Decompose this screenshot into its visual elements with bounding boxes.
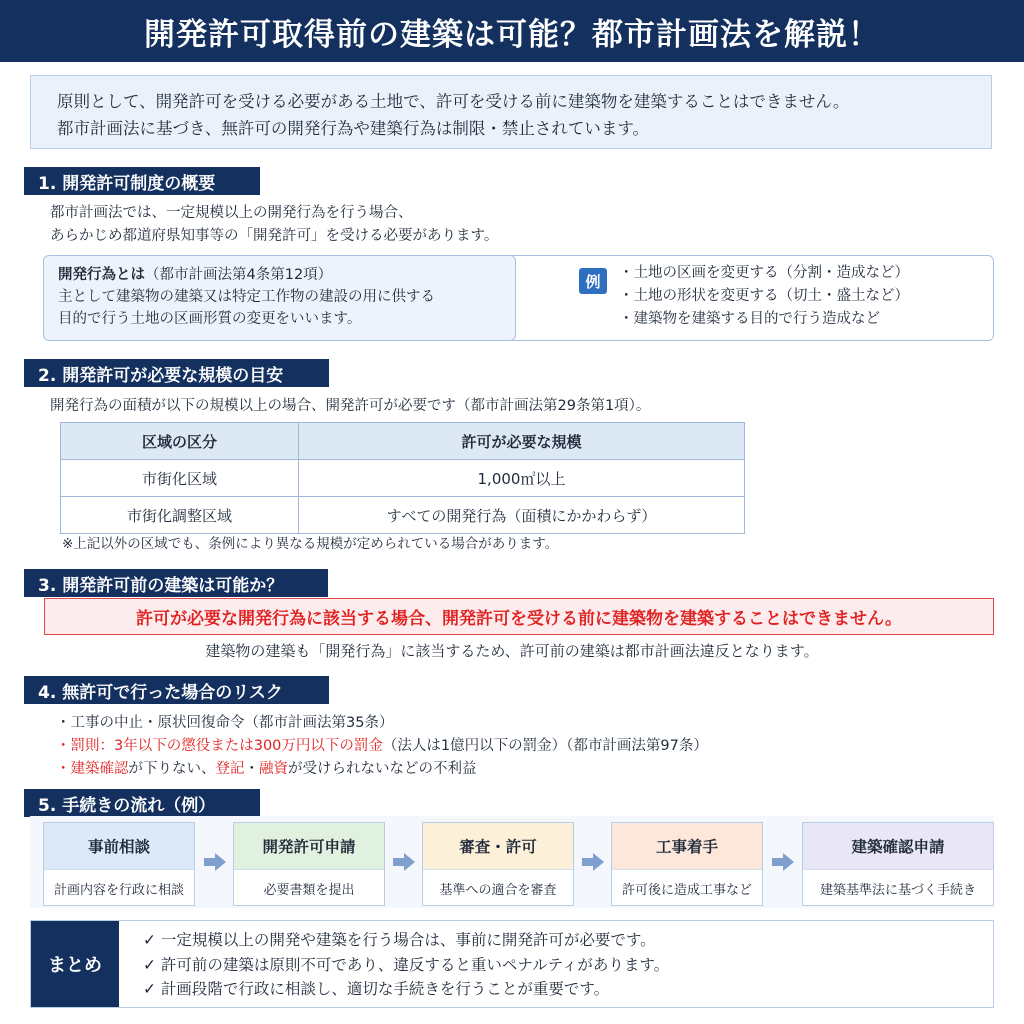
flow-step-desc: 基準への適合を審査 [423, 869, 573, 906]
table-cell: 1,000㎡以上 [299, 460, 745, 497]
flow-step-title: 審査・許可 [423, 823, 573, 869]
section-1-text [50, 202, 498, 248]
flow-step-title: 建築確認申請 [803, 823, 993, 869]
penalty-note: （法人は1億円以下の罰金）（都市計画法第97条） [382, 738, 708, 754]
example-item: ・土地の形状を変更する（切土・盛土など） [619, 288, 909, 304]
bullet: ・ [56, 761, 71, 777]
flow-step [233, 822, 385, 906]
penalty-text: 罰則：3年以下の懲役または300万円以下の罰金 [70, 738, 383, 754]
flow-step-title: 開発許可申請 [234, 823, 384, 869]
intro-line: 都市計画法に基づき、無許可の開発行為や建築行為は制限・禁止されています。 [57, 119, 650, 138]
flow-step [611, 822, 763, 906]
section-1-text-line: あらかじめ都道府県知事等の「開発許可」を受ける必要があります。 [50, 228, 499, 244]
intro-box [30, 75, 992, 149]
arrow-right-icon [393, 852, 415, 872]
scale-table [60, 422, 745, 534]
section-4-title: 4. 無許可で行った場合のリスク [24, 676, 329, 704]
table-row [61, 460, 745, 497]
flow-step-desc: 許可後に造成工事など [612, 869, 762, 906]
page-title: 開発許可取得前の建築は可能？都市計画法を解説！ [144, 16, 880, 53]
summary-item: ✓ 計画段階で行政に相談し、適切な手続きを行うことが重要です。 [143, 980, 610, 998]
section-3-text: 建築物の建築も「開発行為」に該当するため、許可前の建築は都市計画法違反となります。 [205, 642, 819, 660]
table-cell: 市街化調整区域 [61, 497, 299, 534]
section-5-title: 5. 手続きの流れ（例） [24, 789, 260, 817]
flow-step-desc: 計画内容を行政に相談 [44, 869, 194, 906]
risk-text: が下りない、 [128, 761, 216, 777]
arrow-right-icon [582, 852, 604, 872]
table-cell: 市街化区域 [61, 460, 299, 497]
summary-list [143, 928, 669, 1002]
section-2-text: 開発行為の面積が以下の規模以上の場合、開発許可が必要です（都市計画法第29条第1項）。 [50, 398, 651, 414]
warning-banner: 許可が必要な開発行為に該当する場合、開発許可を受ける前に建築物を建築することはできません。 [44, 598, 994, 635]
risk-keyword: 建築確認 [70, 761, 129, 777]
risk-keyword: 登記 [215, 761, 245, 777]
flow-step [43, 822, 195, 906]
arrow-right-icon [204, 852, 226, 872]
risk-keyword: 融資 [259, 761, 288, 777]
definition-term: 開発行為とは [58, 267, 145, 283]
section-3-title: 3. 開発許可前の建築は可能か？ [24, 569, 328, 597]
table-header: 区域の区分 [61, 423, 299, 460]
summary-item: ✓ 一定規模以上の開発や建築を行う場合は、事前に開発許可が必要です。 [143, 931, 656, 949]
definition-title [58, 264, 501, 286]
definition-box [43, 255, 516, 341]
section-1-title: 1. 開発許可制度の概要 [24, 167, 260, 195]
table-header: 許可が必要な規模 [299, 423, 745, 460]
table-cell: すべての開発行為（面積にかかわらず） [299, 497, 745, 534]
summary-item: ✓ 許可前の建築は原則不可であり、違反すると重いペナルティがあります。 [143, 955, 670, 974]
risk-list [56, 712, 708, 781]
example-badge: 例 [579, 268, 607, 294]
risk-text: ・ [244, 761, 259, 777]
table-note: ※上記以外の区域でも、条例により異なる規模が定められている場合があります。 [62, 536, 559, 552]
flow-step-desc: 必要書類を提出 [234, 869, 384, 906]
flow-step [422, 822, 574, 906]
flow-step-title: 事前相談 [44, 823, 194, 869]
intro-line: 原則として、開発許可を受ける必要がある土地で、許可を受ける前に建築物を建築することはできません。 [57, 92, 850, 111]
risk-text: が受けられないなどの不利益 [288, 761, 477, 777]
definition-text: 主として建築物の建築又は特定工作物の建設の用に供する [58, 289, 435, 305]
flow-step-title: 工事着手 [612, 823, 762, 869]
section-1-text-line: 都市計画法では、一定規模以上の開発行為を行う場合、 [50, 205, 413, 221]
risk-item: ・工事の中止・原状回復命令（都市計画法第35条） [56, 715, 394, 731]
bullet: ・ [56, 738, 71, 754]
section-2-title: 2. 開発許可が必要な規模の目安 [24, 359, 329, 387]
definition-text: 目的で行う土地の区画形質の変更をいいます。 [58, 311, 362, 327]
risk-item [56, 735, 708, 758]
example-item: ・土地の区画を変更する（分割・造成など） [619, 265, 909, 281]
arrow-right-icon [772, 852, 794, 872]
page-header [0, 0, 1024, 62]
summary-label: まとめ [31, 921, 119, 1007]
example-item: ・建築物を建築する目的で行う造成など [619, 311, 880, 327]
flow-step [802, 822, 994, 906]
examples-list [619, 262, 909, 331]
flow-step-desc: 建築基準法に基づく手続き [803, 869, 993, 906]
risk-item [56, 758, 708, 781]
examples-box [500, 255, 994, 341]
table-row [61, 497, 745, 534]
table-header-row [61, 423, 745, 460]
summary-box [30, 920, 994, 1008]
definition-reference: （都市計画法第4条第12項） [145, 267, 333, 283]
